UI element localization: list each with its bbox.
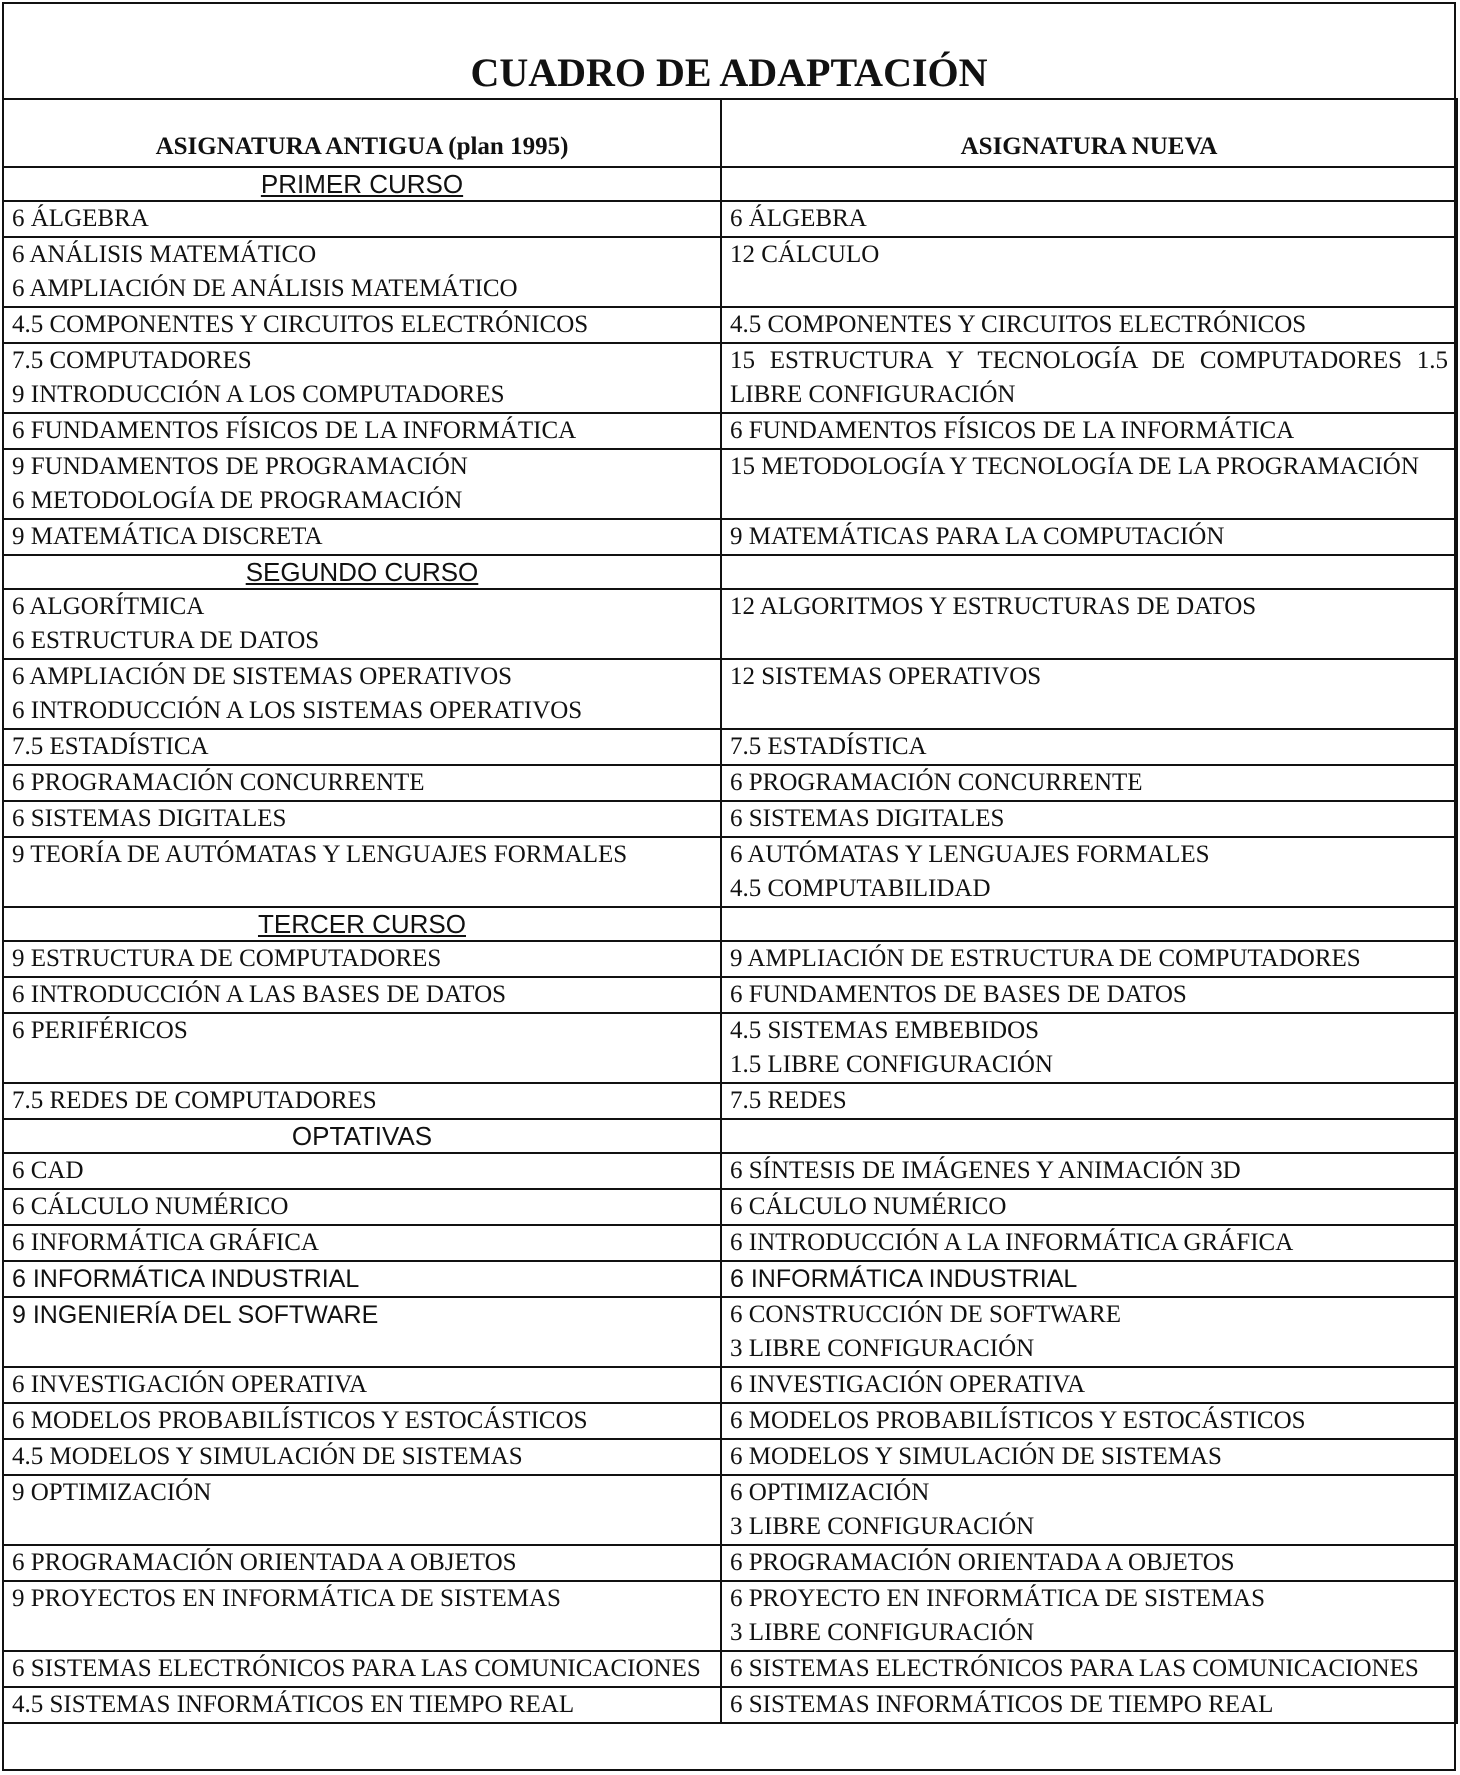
new-subject-line: 4.5 COMPUTABILIDAD bbox=[730, 875, 991, 902]
section-title bbox=[3, 1119, 721, 1153]
old-subject-line: 6 AMPLIACIÓN DE SISTEMAS OPERATIVOS bbox=[12, 663, 513, 690]
new-subject-text: 1.5 LIBRE CONFIGURACIÓN bbox=[730, 347, 1449, 408]
new-subject-cell bbox=[721, 1367, 1457, 1403]
new-subject-cell bbox=[721, 1651, 1457, 1687]
old-subject-line: 6 INFORMÁTICA INDUSTRIAL bbox=[12, 1265, 360, 1293]
old-subject-line: 6 METODOLOGÍA DE PROGRAMACIÓN bbox=[12, 487, 463, 514]
new-subject-cell bbox=[721, 1189, 1457, 1225]
new-subject-cell bbox=[721, 413, 1457, 449]
table-row bbox=[3, 201, 1457, 237]
section-title bbox=[3, 167, 721, 201]
new-subject-line: 6 FUNDAMENTOS DE BASES DE DATOS bbox=[730, 981, 1187, 1008]
new-subject-cell bbox=[721, 449, 1457, 519]
old-subject-cell bbox=[3, 1013, 721, 1083]
new-subject-cell bbox=[721, 729, 1457, 765]
section-empty-cell bbox=[721, 167, 1457, 201]
new-subject-cell bbox=[721, 765, 1457, 801]
table-body bbox=[3, 99, 1457, 1723]
new-subject-cell bbox=[721, 1083, 1457, 1119]
table-row bbox=[3, 1403, 1457, 1439]
new-subject-cell bbox=[721, 307, 1457, 343]
old-subject-cell bbox=[3, 1225, 721, 1261]
old-subject-line: 4.5 SISTEMAS INFORMÁTICOS EN TIEMPO REAL bbox=[12, 1691, 575, 1718]
old-subject-line: 6 ÁLGEBRA bbox=[12, 205, 149, 232]
header-row bbox=[3, 99, 1457, 167]
new-subject-line: 4.5 SISTEMAS EMBEBIDOS bbox=[730, 1017, 1040, 1044]
table-row bbox=[3, 413, 1457, 449]
old-subject-line: 9 FUNDAMENTOS DE PROGRAMACIÓN bbox=[12, 453, 468, 480]
table-row bbox=[3, 1189, 1457, 1225]
new-subject-line: 6 PROGRAMACIÓN CONCURRENTE bbox=[730, 769, 1143, 796]
header-new-subject: ASIGNATURA NUEVA bbox=[721, 99, 1457, 167]
old-subject-line: 9 INTRODUCCIÓN A LOS COMPUTADORES bbox=[12, 381, 505, 408]
new-subject-line: 6 PROYECTO EN INFORMÁTICA DE SISTEMAS bbox=[730, 1585, 1266, 1612]
old-subject-cell bbox=[3, 1153, 721, 1189]
new-subject-text: 6 SISTEMAS ELECTRÓNICOS PARA LAS COMUNICACIONES bbox=[730, 1655, 1419, 1682]
section-title-text: SEGUNDO CURSO bbox=[245, 557, 479, 587]
old-subject-line: 6 PROGRAMACIÓN ORIENTADA A OBJETOS bbox=[12, 1549, 517, 1576]
table-row bbox=[3, 343, 1457, 413]
table-row bbox=[3, 1013, 1457, 1083]
new-subject-line: 6 CÁLCULO NUMÉRICO bbox=[730, 1193, 1007, 1220]
new-subject-line: 12 CÁLCULO bbox=[730, 241, 880, 268]
old-subject-line: 6 ESTRUCTURA DE DATOS bbox=[12, 627, 320, 654]
table-row bbox=[3, 729, 1457, 765]
old-subject-line: 9 OPTIMIZACIÓN bbox=[12, 1479, 212, 1506]
new-subject-cell bbox=[721, 1261, 1457, 1297]
old-subject-cell bbox=[3, 589, 721, 659]
table-row bbox=[3, 765, 1457, 801]
new-subject-cell bbox=[721, 837, 1457, 907]
old-subject-cell bbox=[3, 1189, 721, 1225]
new-subject-cell bbox=[721, 1153, 1457, 1189]
old-subject-cell bbox=[3, 1367, 721, 1403]
new-subject-line: 6 SISTEMAS DIGITALES bbox=[730, 805, 1005, 832]
old-subject-cell bbox=[3, 237, 721, 307]
old-subject-line: 6 PERIFÉRICOS bbox=[12, 1017, 188, 1044]
new-subject-line: 6 FUNDAMENTOS FÍSICOS DE LA INFORMÁTICA bbox=[730, 417, 1295, 444]
old-subject-text: 9 TEORÍA DE AUTÓMATAS Y LENGUAJES FORMALES bbox=[12, 841, 628, 868]
old-subject-line: 9 ESTRUCTURA DE COMPUTADORES bbox=[12, 945, 442, 972]
new-subject-line: 6 MODELOS Y SIMULACIÓN DE SISTEMAS bbox=[730, 1443, 1222, 1470]
old-subject-line: 7.5 COMPUTADORES bbox=[12, 347, 252, 374]
section-title bbox=[3, 907, 721, 941]
new-subject-cell bbox=[721, 1687, 1457, 1723]
old-subject-line: 6 AMPLIACIÓN DE ANÁLISIS MATEMÁTICO bbox=[12, 275, 518, 302]
table-row bbox=[3, 941, 1457, 977]
table-row bbox=[3, 837, 1457, 907]
old-subject-line: 7.5 ESTADÍSTICA bbox=[12, 733, 209, 760]
old-subject-cell bbox=[3, 1403, 721, 1439]
adaptation-table bbox=[2, 98, 1458, 1724]
old-subject-cell bbox=[3, 837, 721, 907]
old-subject-cell bbox=[3, 1581, 721, 1651]
old-subject-cell bbox=[3, 1297, 721, 1367]
old-subject-line: 6 ANÁLISIS MATEMÁTICO bbox=[12, 241, 317, 268]
new-subject-line: 6 SISTEMAS INFORMÁTICOS DE TIEMPO REAL bbox=[730, 1691, 1274, 1718]
table-row bbox=[3, 1545, 1457, 1581]
old-subject-cell bbox=[3, 765, 721, 801]
old-subject-cell bbox=[3, 729, 721, 765]
new-subject-line: 6 PROGRAMACIÓN ORIENTADA A OBJETOS bbox=[730, 1549, 1235, 1576]
table-row bbox=[3, 307, 1457, 343]
section-row bbox=[3, 167, 1457, 201]
new-subject-line: 12 SISTEMAS OPERATIVOS bbox=[730, 663, 1042, 690]
new-subject-cell bbox=[721, 1225, 1457, 1261]
new-subject-line: 6 INFORMÁTICA INDUSTRIAL bbox=[730, 1265, 1078, 1293]
old-subject-cell bbox=[3, 413, 721, 449]
old-subject-cell bbox=[3, 1687, 721, 1723]
table-row bbox=[3, 977, 1457, 1013]
old-subject-line: 9 PROYECTOS EN INFORMÁTICA DE SISTEMAS bbox=[12, 1585, 561, 1612]
old-subject-line: 9 INGENIERÍA DEL SOFTWARE bbox=[12, 1301, 379, 1329]
section-title-text: TERCER CURSO bbox=[257, 909, 466, 939]
old-subject-cell bbox=[3, 941, 721, 977]
old-subject-cell bbox=[3, 1439, 721, 1475]
new-subject-cell bbox=[721, 977, 1457, 1013]
document-title: CUADRO DE ADAPTACIÓN bbox=[470, 50, 988, 95]
new-subject-cell bbox=[721, 1545, 1457, 1581]
table-row bbox=[3, 589, 1457, 659]
header-old-subject: ASIGNATURA ANTIGUA (plan 1995) bbox=[3, 99, 721, 167]
new-subject-line: 6 OPTIMIZACIÓN bbox=[730, 1479, 930, 1506]
old-subject-cell bbox=[3, 659, 721, 729]
section-empty-cell bbox=[721, 1119, 1457, 1153]
table-row bbox=[3, 1475, 1457, 1545]
table-row bbox=[3, 1153, 1457, 1189]
old-subject-cell bbox=[3, 977, 721, 1013]
old-subject-cell bbox=[3, 343, 721, 413]
new-subject-line: 1.5 LIBRE CONFIGURACIÓN bbox=[730, 1051, 1053, 1078]
new-subject-text: 15 METODOLOGÍA Y TECNOLOGÍA DE LA PROGRAMACIÓN bbox=[730, 453, 1419, 480]
old-subject-line: 6 CÁLCULO NUMÉRICO bbox=[12, 1193, 289, 1220]
new-subject-cell bbox=[721, 343, 1457, 413]
table-row bbox=[3, 1225, 1457, 1261]
new-subject-cell bbox=[721, 659, 1457, 729]
old-subject-cell bbox=[3, 1545, 721, 1581]
new-subject-cell bbox=[721, 1013, 1457, 1083]
section-row bbox=[3, 907, 1457, 941]
new-subject-line: 7.5 ESTADÍSTICA bbox=[730, 733, 927, 760]
table-row bbox=[3, 449, 1457, 519]
old-subject-line: 6 ALGORÍTMICA bbox=[12, 593, 205, 620]
old-subject-cell bbox=[3, 519, 721, 555]
old-subject-cell bbox=[3, 449, 721, 519]
table-row bbox=[3, 519, 1457, 555]
table-row bbox=[3, 1297, 1457, 1367]
old-subject-line: 6 INTRODUCCIÓN A LAS BASES DE DATOS bbox=[12, 981, 507, 1008]
table-row bbox=[3, 1687, 1457, 1723]
table-row bbox=[3, 1439, 1457, 1475]
old-subject-cell bbox=[3, 1261, 721, 1297]
old-subject-cell bbox=[3, 201, 721, 237]
new-subject-cell bbox=[721, 201, 1457, 237]
section-empty-cell bbox=[721, 907, 1457, 941]
new-subject-line: 6 CONSTRUCCIÓN DE SOFTWARE bbox=[730, 1301, 1122, 1328]
old-subject-line: 4.5 MODELOS Y SIMULACIÓN DE SISTEMAS bbox=[12, 1443, 523, 1470]
new-subject-line: 3 LIBRE CONFIGURACIÓN bbox=[730, 1335, 1035, 1362]
new-subject-line: 3 LIBRE CONFIGURACIÓN bbox=[730, 1619, 1035, 1646]
old-subject-cell bbox=[3, 307, 721, 343]
old-subject-line: 9 MATEMÁTICA DISCRETA bbox=[12, 523, 323, 550]
table-row bbox=[3, 1261, 1457, 1297]
new-subject-text: 15 ESTRUCTURA Y TECNOLOGÍA DE COMPUTADORES bbox=[730, 347, 1403, 374]
table-row bbox=[3, 1083, 1457, 1119]
table-row bbox=[3, 659, 1457, 729]
old-subject-line: 6 PROGRAMACIÓN CONCURRENTE bbox=[12, 769, 425, 796]
new-subject-line: 6 MODELOS PROBABILÍSTICOS Y ESTOCÁSTICOS bbox=[730, 1407, 1306, 1434]
table-row bbox=[3, 1367, 1457, 1403]
new-subject-cell bbox=[721, 1439, 1457, 1475]
table-row bbox=[3, 1651, 1457, 1687]
old-subject-line: 6 INFORMÁTICA GRÁFICA bbox=[12, 1229, 319, 1256]
old-subject-line: 6 INTRODUCCIÓN A LOS SISTEMAS OPERATIVOS bbox=[12, 697, 583, 724]
new-subject-line: 6 AUTÓMATAS Y LENGUAJES FORMALES bbox=[730, 841, 1210, 868]
new-subject-cell bbox=[721, 589, 1457, 659]
section-title bbox=[3, 555, 721, 589]
new-subject-line: 3 LIBRE CONFIGURACIÓN bbox=[730, 1513, 1035, 1540]
section-row bbox=[3, 1119, 1457, 1153]
new-subject-cell bbox=[721, 1475, 1457, 1545]
new-subject-line: 6 INVESTIGACIÓN OPERATIVA bbox=[730, 1371, 1086, 1398]
old-subject-text: 6 SISTEMAS ELECTRÓNICOS PARA LAS COMUNICACIONES bbox=[12, 1655, 701, 1682]
table-row bbox=[3, 1581, 1457, 1651]
new-subject-text: 9 AMPLIACIÓN DE ESTRUCTURA DE COMPUTADORES bbox=[730, 945, 1361, 972]
old-subject-line: 6 FUNDAMENTOS FÍSICOS DE LA INFORMÁTICA bbox=[12, 417, 577, 444]
new-subject-cell bbox=[721, 519, 1457, 555]
old-subject-line: 6 INVESTIGACIÓN OPERATIVA bbox=[12, 1371, 368, 1398]
old-subject-line: 7.5 REDES DE COMPUTADORES bbox=[12, 1087, 377, 1114]
section-row bbox=[3, 555, 1457, 589]
table-row bbox=[3, 801, 1457, 837]
old-subject-cell bbox=[3, 1651, 721, 1687]
new-subject-line: 7.5 REDES bbox=[730, 1087, 847, 1114]
new-subject-line: 6 SÍNTESIS DE IMÁGENES Y ANIMACIÓN 3D bbox=[730, 1157, 1241, 1184]
old-subject-line: 6 SISTEMAS DIGITALES bbox=[12, 805, 287, 832]
new-subject-cell bbox=[721, 941, 1457, 977]
new-subject-cell bbox=[721, 1403, 1457, 1439]
new-subject-line: 6 ÁLGEBRA bbox=[730, 205, 867, 232]
table-row bbox=[3, 237, 1457, 307]
old-subject-line: 4.5 COMPONENTES Y CIRCUITOS ELECTRÓNICOS bbox=[12, 311, 589, 338]
new-subject-line: 6 INTRODUCCIÓN A LA INFORMÁTICA GRÁFICA bbox=[730, 1229, 1294, 1256]
section-title-text: PRIMER CURSO bbox=[260, 169, 464, 199]
new-subject-line: 4.5 COMPONENTES Y CIRCUITOS ELECTRÓNICOS bbox=[730, 311, 1307, 338]
old-subject-line: 6 MODELOS PROBABILÍSTICOS Y ESTOCÁSTICOS bbox=[12, 1407, 588, 1434]
old-subject-line: 6 CAD bbox=[12, 1157, 84, 1184]
old-subject-cell bbox=[3, 1083, 721, 1119]
section-title-text: OPTATIVAS bbox=[291, 1121, 433, 1151]
new-subject-line: 9 MATEMÁTICAS PARA LA COMPUTACIÓN bbox=[730, 523, 1225, 550]
old-subject-cell bbox=[3, 801, 721, 837]
section-empty-cell bbox=[721, 555, 1457, 589]
new-subject-cell bbox=[721, 237, 1457, 307]
new-subject-line: 12 ALGORITMOS Y ESTRUCTURAS DE DATOS bbox=[730, 593, 1257, 620]
new-subject-cell bbox=[721, 1581, 1457, 1651]
old-subject-cell bbox=[3, 1475, 721, 1545]
new-subject-cell bbox=[721, 801, 1457, 837]
new-subject-cell bbox=[721, 1297, 1457, 1367]
